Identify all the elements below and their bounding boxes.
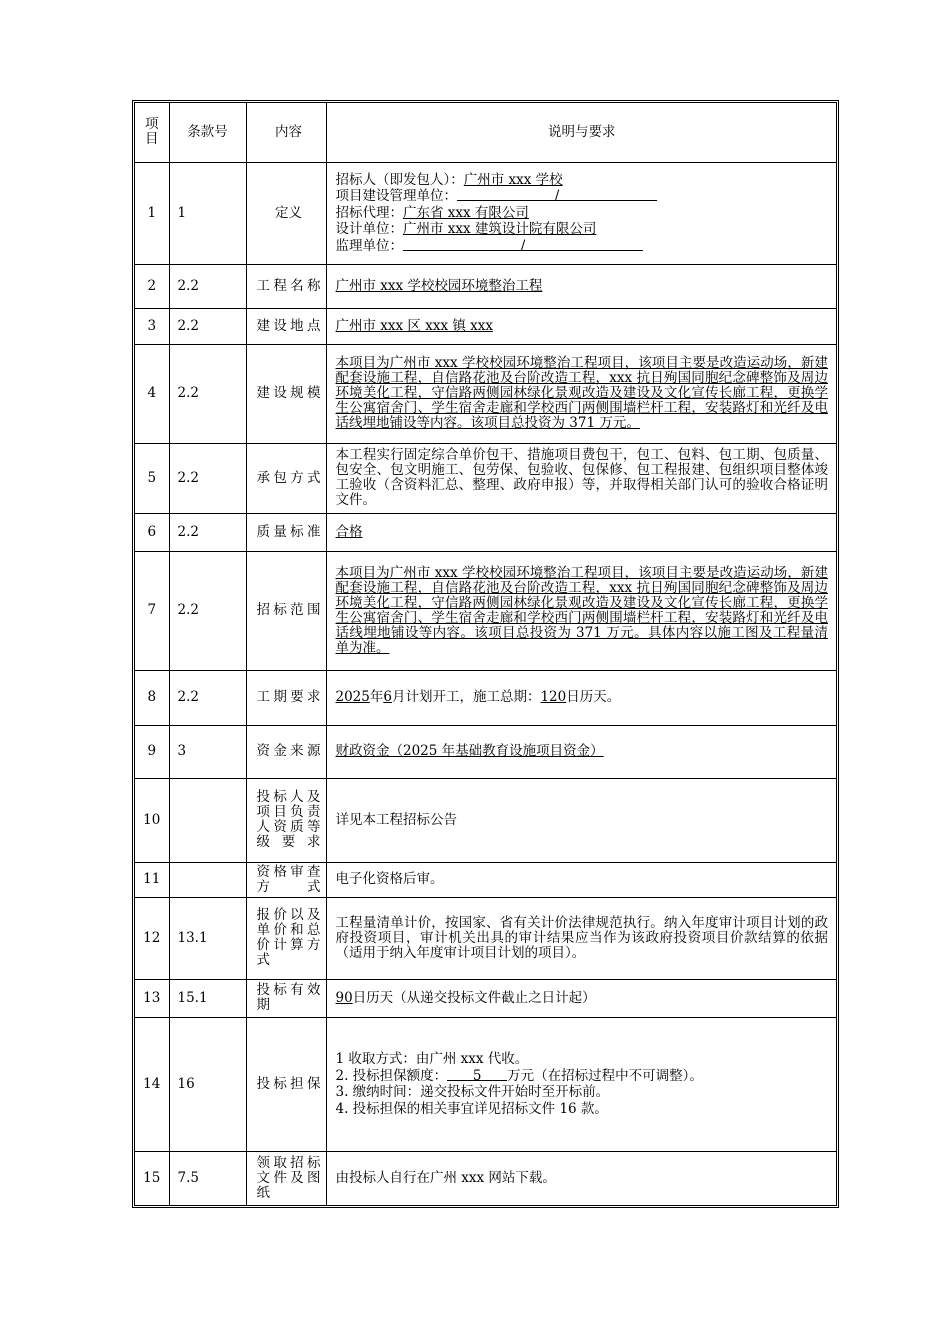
designer-value: 广州市 xxx 建筑设计院有限公司	[403, 221, 597, 238]
management-label: 项目建设管理单位：	[335, 188, 457, 205]
row-item: 工程名称	[246, 264, 326, 308]
row-description	[326, 725, 836, 778]
row-item: 定义	[246, 162, 326, 264]
row-description	[326, 344, 836, 443]
table-row	[135, 725, 836, 778]
row-item: 承包方式	[246, 443, 326, 513]
supervisor-line	[336, 238, 829, 255]
guarantee-amount-value	[447, 1067, 507, 1084]
row-number: 2	[135, 264, 169, 308]
header-content: 内容	[246, 103, 326, 162]
row-item: 建设地点	[246, 308, 326, 344]
row-number: 14	[135, 1017, 169, 1151]
row-description	[326, 1017, 836, 1151]
header-clause: 条款号	[169, 103, 246, 162]
row-clause: 2.2	[169, 670, 246, 725]
guarantee-time: 3. 缴纳时间：递交投标文件开始时至开标前。	[335, 1084, 610, 1100]
row-description: 详见本工程招标公告	[326, 778, 836, 862]
row-description: 电子化资格后审。	[326, 862, 836, 897]
row-clause: 7.5	[169, 1151, 246, 1205]
supervisor-value	[403, 237, 643, 254]
tenderer-line	[336, 172, 829, 189]
quality-standard: 合格	[335, 523, 363, 540]
row-clause: 2.2	[169, 551, 246, 670]
funding-source: 财政资金（2025 年基础教育设施项目资金）	[335, 743, 604, 759]
guarantee-amount-unit: 万元（在招标过程中不可调整）。	[507, 1067, 703, 1084]
agent-line	[336, 205, 829, 222]
row-clause	[169, 862, 246, 897]
table-row	[135, 443, 836, 513]
row-clause: 2.2	[169, 443, 246, 513]
row-description	[326, 308, 836, 344]
row-number: 12	[135, 897, 169, 979]
row-number: 13	[135, 979, 169, 1017]
designer-label: 设计单位：	[335, 221, 403, 238]
project-scale: 本项目为广州市 xxx 学校校园环境整治工程项目，该项目主要是改造运动场，新建配套设施工程，自信路花池及台阶改造工程，xxx 抗日殉国同胞纪念碑整饰及周边环境美化工程，守信路两侧园林绿化景观改造及建设及文化宣传长廊工程，更换学生公寓宿舍门、学生宿舍走廊和学校西门两侧围墙栏杆工程，安装路灯和光纤及电话线埋地铺设等内容。该项目总投资为 371 万元。	[335, 355, 828, 431]
row-description: 工程量清单计价，按国家、省有关计价法律规范执行。纳入年度审计项目计划的政府投资项目，审计机关出具的审计结果应当作为该政府投资项目价款结算的依据（适用于纳入年度审计项目计划的项目）。	[326, 897, 836, 979]
header-item: 项目	[135, 103, 169, 162]
row-item: 投标人及项目负责人资质等级要求	[246, 778, 326, 862]
table-row	[135, 1151, 836, 1205]
row-item: 资金来源	[246, 725, 326, 778]
guarantee-method: 1 收取方式：由广州 xxx 代收。	[335, 1051, 529, 1067]
guarantee-amount-label: 2. 投标担保额度：	[335, 1067, 448, 1084]
row-item: 领取招标文件及图纸	[246, 1151, 326, 1205]
row-clause: 2.2	[169, 344, 246, 443]
table-row	[135, 264, 836, 308]
start-month: 6	[383, 689, 392, 705]
table-row	[135, 513, 836, 551]
year-suffix: 年	[369, 689, 384, 705]
row-description	[326, 670, 836, 725]
table-row	[135, 897, 836, 979]
row-clause	[169, 778, 246, 862]
agent-value: 广东省 xxx 有限公司	[403, 204, 529, 221]
management-value-text: /	[554, 188, 560, 205]
bidding-info-table	[132, 100, 839, 1208]
table-row	[135, 979, 836, 1017]
row-description: 本工程实行固定综合单价包干、措施项目费包干，包工、包料、包工期、包质量、包安全、包文明施工、包劳保、包验收、包保修、包工程报建、包组织项目整体竣工验收（含资料汇总、整理、政府申报）等，并取得相关部门认可的验收合格证明文件。	[326, 443, 836, 513]
table-row	[135, 344, 836, 443]
table-row	[135, 162, 836, 264]
supervisor-label: 监理单位：	[335, 237, 403, 254]
row-description	[326, 551, 836, 670]
row-clause: 15.1	[169, 979, 246, 1017]
validity-days: 90	[335, 989, 353, 1006]
row-description: 由投标人自行在广州 xxx 网站下载。	[326, 1151, 836, 1205]
header-row	[135, 103, 836, 162]
header-description: 说明与要求	[326, 103, 836, 162]
bidding-scope: 本项目为广州市 xxx 学校校园环境整治工程项目，该项目主要是改造运动场，新建配套设施工程，自信路花池及台阶改造工程，xxx 抗日殉国同胞纪念碑整饰及周边环境美化工程，守信路两侧园林绿化景观改造及建设及文化宣传长廊工程，更换学生公寓宿舍门、学生宿舍走廊和学校西门两侧围墙栏杆工程，安装路灯和光纤及电话线埋地铺设等内容。该项目总投资为 371 万元。具体内容以施工图及工程量清单为准。	[335, 564, 828, 656]
row-clause: 1	[169, 162, 246, 264]
management-value	[457, 188, 657, 205]
row-number: 1	[135, 162, 169, 264]
guarantee-details: 4. 投标担保的相关事宜详见招标文件 16 款。	[335, 1100, 608, 1117]
days-suffix: 日历天。	[566, 689, 621, 705]
table-row	[135, 1017, 836, 1151]
supervisor-value-text: /	[520, 237, 526, 254]
row-number: 8	[135, 670, 169, 725]
table-row	[135, 778, 836, 862]
row-item: 投标担保	[246, 1017, 326, 1151]
row-description	[326, 979, 836, 1017]
tenderer-label: 招标人（即发包人）：	[335, 171, 464, 188]
start-year: 2025	[335, 689, 370, 705]
row-clause: 2.2	[169, 513, 246, 551]
month-suffix: 月计划开工，施工总期：	[391, 689, 541, 705]
row-clause: 3	[169, 725, 246, 778]
row-description	[326, 162, 836, 264]
row-description	[326, 513, 836, 551]
row-clause: 13.1	[169, 897, 246, 979]
validity-suffix: 日历天（从递交投标文件截止之日计起）	[352, 989, 596, 1006]
guarantee-amount	[336, 1068, 829, 1085]
table-inner-border	[134, 102, 837, 1206]
row-item: 资格审查方式	[246, 862, 326, 897]
row-item: 建设规模	[246, 344, 326, 443]
row-item: 招标范围	[246, 551, 326, 670]
table-row	[135, 308, 836, 344]
row-number: 3	[135, 308, 169, 344]
row-clause: 2.2	[169, 264, 246, 308]
agent-label: 招标代理：	[335, 204, 403, 221]
row-description	[326, 264, 836, 308]
designer-line	[336, 221, 829, 238]
row-item: 质量标准	[246, 513, 326, 551]
row-number: 9	[135, 725, 169, 778]
project-location: 广州市 xxx 区 xxx 镇 xxx	[335, 317, 493, 334]
project-name: 广州市 xxx 学校校园环境整治工程	[335, 277, 543, 294]
row-item: 报价以及单价和总价计算方式	[246, 897, 326, 979]
management-line	[336, 188, 829, 205]
row-number: 7	[135, 551, 169, 670]
tenderer-value: 广州市 xxx 学校	[463, 171, 563, 188]
row-number: 11	[135, 862, 169, 897]
row-item: 工期要求	[246, 670, 326, 725]
table-row	[135, 670, 836, 725]
duration-days: 120	[540, 689, 567, 705]
row-number: 4	[135, 344, 169, 443]
guarantee-amount-value-text: 5	[472, 1067, 482, 1084]
row-number: 5	[135, 443, 169, 513]
row-number: 15	[135, 1151, 169, 1205]
table-row	[135, 551, 836, 670]
row-clause: 2.2	[169, 308, 246, 344]
row-item: 投标有效期	[246, 979, 326, 1017]
row-clause: 16	[169, 1017, 246, 1151]
data-table	[135, 103, 836, 1205]
table-row	[135, 862, 836, 897]
row-number: 6	[135, 513, 169, 551]
row-number: 10	[135, 778, 169, 862]
